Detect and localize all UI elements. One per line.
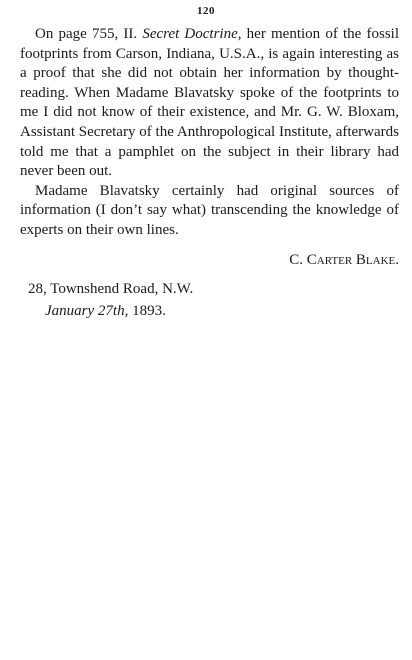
paragraph-sources: Madame Blavatsky certainly had original sources of information (I don’t say what) transcending the knowledge of experts on their own lines. <box>20 182 399 238</box>
address-block <box>28 278 399 322</box>
letter-date-year: 1893. <box>128 303 166 320</box>
letter-date-day: January 27th, <box>45 303 129 320</box>
paragraph-footprints-lead: On page 755, II. <box>35 26 143 42</box>
street-address: 28, Townshend Road, N.W. <box>28 281 194 298</box>
author-signature: C. Carter Blake. <box>289 251 399 268</box>
letter-date <box>28 300 399 322</box>
page-number: 120 <box>197 5 215 17</box>
book-title-secret-doctrine: Secret Doctrine, <box>142 26 242 42</box>
paragraph-footprints-body: her mention of the fossil footprints from Carson, Indiana, U.S.A., is again interesting as a proof that she did not obtain her information by thought-reading. When Madame Blavatsky spoke of the footprints to me I did not know of their existence, and Mr. G. W. Bloxam, Assistant Secretary of the Anthropological Institute, afterwards told me that a pamphlet on the subject in their library had never been out. <box>20 26 399 180</box>
body-text <box>20 25 399 322</box>
paragraph-footprints <box>20 25 399 182</box>
